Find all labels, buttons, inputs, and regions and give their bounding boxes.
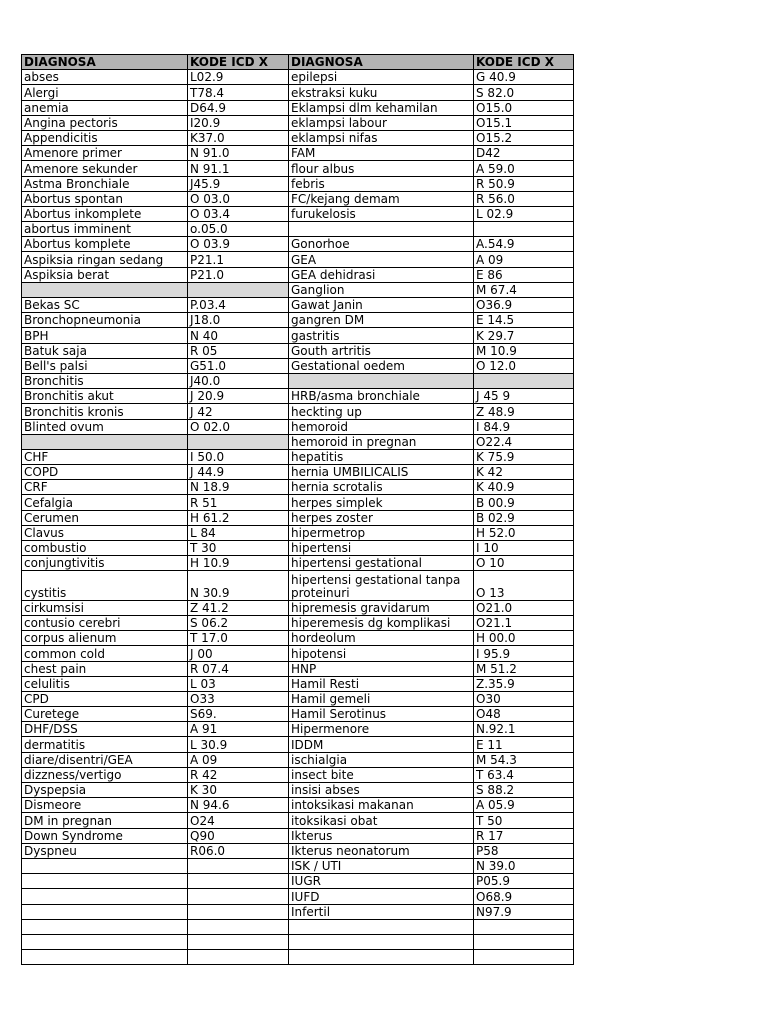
table-row: [22, 146, 574, 161]
kode-cell[interactable]: K 30: [188, 783, 289, 798]
table-row: [22, 767, 574, 782]
kode-cell[interactable]: R 17: [474, 828, 574, 843]
header-kode-2[interactable]: KODE ICD X: [474, 55, 574, 70]
kode-cell[interactable]: O33: [188, 691, 289, 706]
diagnosa-cell[interactable]: cirkumsisi: [22, 600, 188, 615]
table-row: [22, 828, 574, 843]
table-row: [22, 252, 574, 267]
table-row: [22, 707, 574, 722]
diagnosa-cell[interactable]: Abortus komplete: [22, 237, 188, 252]
diagnosa-cell[interactable]: Hipermenore: [289, 722, 474, 737]
diagnosa-cell[interactable]: Astma Bronchiale: [22, 176, 188, 191]
diagnosa-cell[interactable]: CRF: [22, 480, 188, 495]
kode-cell[interactable]: D42: [474, 146, 574, 161]
table-row: [22, 358, 574, 373]
kode-cell[interactable]: Z 48.9: [474, 404, 574, 419]
diagnosa-cell[interactable]: CPD: [22, 691, 188, 706]
kode-cell[interactable]: O 12.0: [474, 358, 574, 373]
header-diagnosa-2[interactable]: DIAGNOSA: [289, 55, 474, 70]
diagnosa-cell[interactable]: [289, 934, 474, 949]
kode-cell[interactable]: R06.0: [188, 843, 289, 858]
diagnosa-cell[interactable]: HNP: [289, 661, 474, 676]
diagnosa-cell[interactable]: IDDM: [289, 737, 474, 752]
kode-cell[interactable]: N 39.0: [474, 858, 574, 873]
table-row: [22, 206, 574, 221]
diagnosa-cell[interactable]: HRB/asma bronchiale: [289, 389, 474, 404]
diagnosa-cell[interactable]: herpes simplek: [289, 495, 474, 510]
kode-cell[interactable]: E 86: [474, 267, 574, 282]
kode-cell[interactable]: [188, 889, 289, 904]
diagnosa-cell[interactable]: Blinted ovum: [22, 419, 188, 434]
table-row: [22, 267, 574, 282]
table-row: [22, 404, 574, 419]
diagnosa-cell[interactable]: hipermetrop: [289, 525, 474, 540]
diagnosa-cell[interactable]: febris: [289, 176, 474, 191]
kode-cell[interactable]: G51.0: [188, 358, 289, 373]
table-row: [22, 676, 574, 691]
diagnosa-cell[interactable]: ischialgia: [289, 752, 474, 767]
kode-cell[interactable]: N 94.6: [188, 798, 289, 813]
kode-cell[interactable]: O30: [474, 691, 574, 706]
diagnosa-cell[interactable]: Gawat Janin: [289, 298, 474, 313]
kode-cell[interactable]: B 00.9: [474, 495, 574, 510]
diagnosa-cell[interactable]: GEA dehidrasi: [289, 267, 474, 282]
diagnosa-cell[interactable]: Abortus inkomplete: [22, 206, 188, 221]
table-row: [22, 646, 574, 661]
diagnosa-cell[interactable]: [289, 373, 474, 388]
diagnosa-cell[interactable]: Angina pectoris: [22, 115, 188, 130]
kode-cell[interactable]: I20.9: [188, 115, 289, 130]
diagnosa-cell[interactable]: hernia UMBILICALIS: [289, 465, 474, 480]
kode-cell[interactable]: T78.4: [188, 85, 289, 100]
diagnosa-cell[interactable]: Dyspneu: [22, 843, 188, 858]
table-row: [22, 434, 574, 449]
table-row: [22, 282, 574, 297]
table-row: [22, 222, 574, 237]
diagnosa-cell[interactable]: Dismeore: [22, 798, 188, 813]
kode-cell[interactable]: [474, 373, 574, 388]
diagnosa-cell[interactable]: hernia scrotalis: [289, 480, 474, 495]
diagnosa-cell[interactable]: contusio cerebri: [22, 615, 188, 630]
kode-cell[interactable]: J 44.9: [188, 465, 289, 480]
kode-cell[interactable]: R 05: [188, 343, 289, 358]
kode-cell[interactable]: O68.9: [474, 889, 574, 904]
table-body: [22, 55, 574, 965]
kode-cell[interactable]: J 42: [188, 404, 289, 419]
kode-cell[interactable]: [474, 934, 574, 949]
kode-cell[interactable]: G 40.9: [474, 70, 574, 85]
diagnosa-cell[interactable]: Aspiksia ringan sedang: [22, 252, 188, 267]
diagnosa-cell[interactable]: eklampsi labour: [289, 115, 474, 130]
diagnosa-cell[interactable]: Infertil: [289, 904, 474, 919]
kode-cell[interactable]: H 00.0: [474, 631, 574, 646]
diagnosa-cell[interactable]: abses: [22, 70, 188, 85]
diagnosa-cell[interactable]: hipertensi gestational tanpa proteinuri: [289, 571, 474, 600]
kode-cell[interactable]: O 02.0: [188, 419, 289, 434]
diagnosa-cell[interactable]: hemoroid in pregnan: [289, 434, 474, 449]
diagnosa-cell[interactable]: BPH: [22, 328, 188, 343]
diagnosa-cell[interactable]: hemoroid: [289, 419, 474, 434]
table-row: [22, 615, 574, 630]
table-row: [22, 161, 574, 176]
diagnosa-cell[interactable]: dermatitis: [22, 737, 188, 752]
header-row: [22, 55, 574, 70]
diagnosa-cell[interactable]: dizzness/vertigo: [22, 767, 188, 782]
diagnosa-cell[interactable]: [289, 919, 474, 934]
table-row: [22, 465, 574, 480]
kode-cell[interactable]: K37.0: [188, 130, 289, 145]
table-row: [22, 237, 574, 252]
kode-cell[interactable]: P21.0: [188, 267, 289, 282]
diagnosa-cell[interactable]: DHF/DSS: [22, 722, 188, 737]
table-row: [22, 752, 574, 767]
kode-cell[interactable]: E 14.5: [474, 313, 574, 328]
kode-cell[interactable]: O48: [474, 707, 574, 722]
kode-cell[interactable]: I 84.9: [474, 419, 574, 434]
kode-cell[interactable]: K 29.7: [474, 328, 574, 343]
table-row: [22, 449, 574, 464]
diagnosa-cell[interactable]: Ganglion: [289, 282, 474, 297]
table-row: [22, 722, 574, 737]
kode-cell[interactable]: J 20.9: [188, 389, 289, 404]
diagnosa-cell[interactable]: corpus alienum: [22, 631, 188, 646]
table-row: [22, 510, 574, 525]
diagnosa-cell[interactable]: diare/disentri/GEA: [22, 752, 188, 767]
kode-cell[interactable]: T 17.0: [188, 631, 289, 646]
kode-cell[interactable]: Z.35.9: [474, 676, 574, 691]
diagnosa-cell[interactable]: insect bite: [289, 767, 474, 782]
diagnosa-cell[interactable]: COPD: [22, 465, 188, 480]
kode-cell[interactable]: J18.0: [188, 313, 289, 328]
diagnosa-cell[interactable]: [22, 904, 188, 919]
diagnosa-cell[interactable]: gastritis: [289, 328, 474, 343]
table-row: [22, 858, 574, 873]
diagnosa-cell[interactable]: Appendicitis: [22, 130, 188, 145]
table-row: [22, 691, 574, 706]
kode-cell[interactable]: L 30.9: [188, 737, 289, 752]
table-row: [22, 889, 574, 904]
table-row: [22, 525, 574, 540]
kode-cell[interactable]: [188, 874, 289, 889]
kode-cell[interactable]: M 67.4: [474, 282, 574, 297]
kode-cell[interactable]: E 11: [474, 737, 574, 752]
table-row: [22, 783, 574, 798]
diagnosa-cell[interactable]: Aspiksia berat: [22, 267, 188, 282]
table-row: [22, 556, 574, 571]
diagnosa-cell[interactable]: IUGR: [289, 874, 474, 889]
table-row: [22, 813, 574, 828]
table-row: [22, 176, 574, 191]
diagnosa-cell[interactable]: [22, 950, 188, 965]
diagnosa-cell[interactable]: ISK / UTI: [289, 858, 474, 873]
diagnosa-cell[interactable]: Cefalgia: [22, 495, 188, 510]
diagnosa-cell[interactable]: [289, 222, 474, 237]
diagnosa-cell[interactable]: Clavus: [22, 525, 188, 540]
kode-cell[interactable]: N.92.1: [474, 722, 574, 737]
diagnosa-cell[interactable]: Bell's palsi: [22, 358, 188, 373]
kode-cell[interactable]: [188, 934, 289, 949]
table-row: [22, 343, 574, 358]
kode-cell[interactable]: Q90: [188, 828, 289, 843]
diagnosa-cell[interactable]: conjungtivitis: [22, 556, 188, 571]
diagnosa-cell[interactable]: intoksikasi makanan: [289, 798, 474, 813]
diagnosa-cell[interactable]: hepatitis: [289, 449, 474, 464]
header-kode-1[interactable]: KODE ICD X: [188, 55, 289, 70]
diagnosa-cell[interactable]: herpes zoster: [289, 510, 474, 525]
diagnosa-cell[interactable]: DM in pregnan: [22, 813, 188, 828]
diagnosa-cell[interactable]: heckting up: [289, 404, 474, 419]
diagnosa-cell[interactable]: Dyspepsia: [22, 783, 188, 798]
diagnosa-cell[interactable]: Bekas SC: [22, 298, 188, 313]
kode-cell[interactable]: [188, 950, 289, 965]
kode-cell[interactable]: O15.2: [474, 130, 574, 145]
table-row: [22, 661, 574, 676]
kode-cell[interactable]: A 09: [188, 752, 289, 767]
header-diagnosa-1[interactable]: DIAGNOSA: [22, 55, 188, 70]
kode-cell[interactable]: H 10.9: [188, 556, 289, 571]
kode-cell[interactable]: A 91: [188, 722, 289, 737]
kode-cell[interactable]: I 50.0: [188, 449, 289, 464]
kode-cell[interactable]: M 51.2: [474, 661, 574, 676]
kode-cell[interactable]: O21.1: [474, 615, 574, 630]
kode-cell[interactable]: L02.9: [188, 70, 289, 85]
diagnosa-cell[interactable]: combustio: [22, 541, 188, 556]
diagnosa-cell[interactable]: Bronchitis akut: [22, 389, 188, 404]
table-row: [22, 874, 574, 889]
diagnosa-cell[interactable]: anemia: [22, 100, 188, 115]
kode-cell[interactable]: R 51: [188, 495, 289, 510]
diagnosa-cell[interactable]: flour albus: [289, 161, 474, 176]
table-row: [22, 600, 574, 615]
diagnosa-cell[interactable]: Bronchopneumonia: [22, 313, 188, 328]
diagnosa-cell[interactable]: Alergi: [22, 85, 188, 100]
kode-cell[interactable]: R 07.4: [188, 661, 289, 676]
kode-cell[interactable]: R 50.9: [474, 176, 574, 191]
table-row: [22, 934, 574, 949]
diagnosa-cell[interactable]: Gestational oedem: [289, 358, 474, 373]
kode-cell[interactable]: O 03.9: [188, 237, 289, 252]
kode-cell[interactable]: A 05.9: [474, 798, 574, 813]
icd-code-table: [21, 54, 574, 965]
table-row: [22, 541, 574, 556]
diagnosa-cell[interactable]: Gouth artritis: [289, 343, 474, 358]
kode-cell[interactable]: J 00: [188, 646, 289, 661]
kode-cell[interactable]: N 30.9: [188, 571, 289, 600]
diagnosa-cell[interactable]: eklampsi nifas: [289, 130, 474, 145]
kode-cell[interactable]: A.54.9: [474, 237, 574, 252]
table-row: [22, 115, 574, 130]
diagnosa-cell[interactable]: hipotensi: [289, 646, 474, 661]
kode-cell[interactable]: M 10.9: [474, 343, 574, 358]
kode-cell[interactable]: P58: [474, 843, 574, 858]
diagnosa-cell[interactable]: hipertensi gestational: [289, 556, 474, 571]
table-row: [22, 843, 574, 858]
table-row: [22, 631, 574, 646]
table-row: [22, 191, 574, 206]
kode-cell[interactable]: J45.9: [188, 176, 289, 191]
kode-cell[interactable]: M 54.3: [474, 752, 574, 767]
diagnosa-cell[interactable]: epilepsi: [289, 70, 474, 85]
kode-cell[interactable]: N 91.0: [188, 146, 289, 161]
kode-cell[interactable]: K 75.9: [474, 449, 574, 464]
kode-cell[interactable]: L 03: [188, 676, 289, 691]
diagnosa-cell[interactable]: insisi abses: [289, 783, 474, 798]
diagnosa-cell[interactable]: FC/kejang demam: [289, 191, 474, 206]
kode-cell[interactable]: S 06.2: [188, 615, 289, 630]
diagnosa-cell[interactable]: [22, 434, 188, 449]
kode-cell[interactable]: I 95.9: [474, 646, 574, 661]
diagnosa-cell[interactable]: hiperemesis dg komplikasi: [289, 615, 474, 630]
kode-cell[interactable]: R 56.0: [474, 191, 574, 206]
kode-cell[interactable]: P05.9: [474, 874, 574, 889]
diagnosa-cell[interactable]: abortus imminent: [22, 222, 188, 237]
kode-cell[interactable]: O15.1: [474, 115, 574, 130]
kode-cell[interactable]: J40.0: [188, 373, 289, 388]
kode-cell[interactable]: S69.: [188, 707, 289, 722]
kode-cell[interactable]: O15.0: [474, 100, 574, 115]
kode-cell[interactable]: H 61.2: [188, 510, 289, 525]
table-row: [22, 950, 574, 965]
kode-cell[interactable]: L 02.9: [474, 206, 574, 221]
kode-cell[interactable]: Z 41.2: [188, 600, 289, 615]
diagnosa-cell[interactable]: Bronchitis: [22, 373, 188, 388]
diagnosa-cell[interactable]: Cerumen: [22, 510, 188, 525]
table-row: [22, 571, 574, 600]
kode-cell[interactable]: [474, 222, 574, 237]
diagnosa-cell[interactable]: Abortus spontan: [22, 191, 188, 206]
diagnosa-cell[interactable]: Hamil Resti: [289, 676, 474, 691]
kode-cell[interactable]: o.05.0: [188, 222, 289, 237]
kode-cell[interactable]: P.03.4: [188, 298, 289, 313]
table-row: [22, 495, 574, 510]
table-row: [22, 100, 574, 115]
kode-cell[interactable]: N 40: [188, 328, 289, 343]
kode-cell[interactable]: O21.0: [474, 600, 574, 615]
kode-cell[interactable]: I 10: [474, 541, 574, 556]
diagnosa-cell[interactable]: common cold: [22, 646, 188, 661]
table-row: [22, 919, 574, 934]
diagnosa-cell[interactable]: Ikterus: [289, 828, 474, 843]
diagnosa-cell[interactable]: Curetege: [22, 707, 188, 722]
diagnosa-cell[interactable]: Hamil gemeli: [289, 691, 474, 706]
table-row: [22, 419, 574, 434]
diagnosa-cell[interactable]: ekstraksi kuku: [289, 85, 474, 100]
table-row: [22, 480, 574, 495]
diagnosa-cell[interactable]: hordeolum: [289, 631, 474, 646]
kode-cell[interactable]: O 03.4: [188, 206, 289, 221]
kode-cell[interactable]: O22.4: [474, 434, 574, 449]
kode-cell[interactable]: O 13: [474, 571, 574, 600]
kode-cell[interactable]: K 42: [474, 465, 574, 480]
diagnosa-cell[interactable]: [22, 889, 188, 904]
kode-cell[interactable]: S 88.2: [474, 783, 574, 798]
diagnosa-cell[interactable]: Bronchitis kronis: [22, 404, 188, 419]
diagnosa-cell[interactable]: [22, 282, 188, 297]
kode-cell[interactable]: B 02.9: [474, 510, 574, 525]
diagnosa-cell[interactable]: Down Syndrome: [22, 828, 188, 843]
diagnosa-cell[interactable]: [22, 874, 188, 889]
diagnosa-cell[interactable]: gangren DM: [289, 313, 474, 328]
diagnosa-cell[interactable]: [22, 858, 188, 873]
table-row: [22, 85, 574, 100]
diagnosa-cell[interactable]: Gonorhoe: [289, 237, 474, 252]
table-row: [22, 328, 574, 343]
diagnosa-cell[interactable]: [289, 950, 474, 965]
diagnosa-cell[interactable]: itoksikasi obat: [289, 813, 474, 828]
kode-cell[interactable]: A 09: [474, 252, 574, 267]
kode-cell[interactable]: N97.9: [474, 904, 574, 919]
table-row: [22, 798, 574, 813]
kode-cell[interactable]: K 40.9: [474, 480, 574, 495]
diagnosa-cell[interactable]: celulitis: [22, 676, 188, 691]
diagnosa-cell[interactable]: CHF: [22, 449, 188, 464]
kode-cell[interactable]: [474, 919, 574, 934]
diagnosa-cell[interactable]: Eklampsi dlm kehamilan: [289, 100, 474, 115]
kode-cell[interactable]: A 59.0: [474, 161, 574, 176]
kode-cell[interactable]: T 63.4: [474, 767, 574, 782]
table-row: [22, 313, 574, 328]
diagnosa-cell[interactable]: Amenore sekunder: [22, 161, 188, 176]
kode-cell[interactable]: [188, 282, 289, 297]
diagnosa-cell[interactable]: Amenore primer: [22, 146, 188, 161]
table-row: [22, 389, 574, 404]
kode-cell[interactable]: N 18.9: [188, 480, 289, 495]
table-row: [22, 373, 574, 388]
kode-cell[interactable]: J 45 9: [474, 389, 574, 404]
diagnosa-cell[interactable]: [22, 919, 188, 934]
kode-cell[interactable]: L 84: [188, 525, 289, 540]
diagnosa-cell[interactable]: furukelosis: [289, 206, 474, 221]
diagnosa-cell[interactable]: Hamil Serotinus: [289, 707, 474, 722]
table-row: [22, 70, 574, 85]
kode-cell[interactable]: [188, 919, 289, 934]
kode-cell[interactable]: R 42: [188, 767, 289, 782]
kode-cell[interactable]: T 50: [474, 813, 574, 828]
diagnosa-cell[interactable]: GEA: [289, 252, 474, 267]
diagnosa-cell[interactable]: chest pain: [22, 661, 188, 676]
diagnosa-cell[interactable]: hipremesis gravidarum: [289, 600, 474, 615]
diagnosa-cell[interactable]: hipertensi: [289, 541, 474, 556]
kode-cell[interactable]: S 82.0: [474, 85, 574, 100]
diagnosa-cell[interactable]: cystitis: [22, 571, 188, 600]
diagnosa-cell[interactable]: IUFD: [289, 889, 474, 904]
diagnosa-cell[interactable]: Ikterus neonatorum: [289, 843, 474, 858]
table-row: [22, 737, 574, 752]
table-row: [22, 298, 574, 313]
table-row: [22, 130, 574, 145]
kode-cell[interactable]: T 30: [188, 541, 289, 556]
diagnosa-cell[interactable]: [22, 934, 188, 949]
kode-cell[interactable]: O 03.0: [188, 191, 289, 206]
kode-cell[interactable]: H 52.0: [474, 525, 574, 540]
kode-cell[interactable]: O36.9: [474, 298, 574, 313]
kode-cell[interactable]: P21.1: [188, 252, 289, 267]
kode-cell[interactable]: [188, 434, 289, 449]
kode-cell[interactable]: [188, 904, 289, 919]
table-row: [22, 904, 574, 919]
kode-cell[interactable]: O24: [188, 813, 289, 828]
diagnosa-cell[interactable]: FAM: [289, 146, 474, 161]
kode-cell[interactable]: D64.9: [188, 100, 289, 115]
diagnosa-cell[interactable]: Batuk saja: [22, 343, 188, 358]
kode-cell[interactable]: O 10: [474, 556, 574, 571]
kode-cell[interactable]: [188, 858, 289, 873]
kode-cell[interactable]: [474, 950, 574, 965]
kode-cell[interactable]: N 91.1: [188, 161, 289, 176]
